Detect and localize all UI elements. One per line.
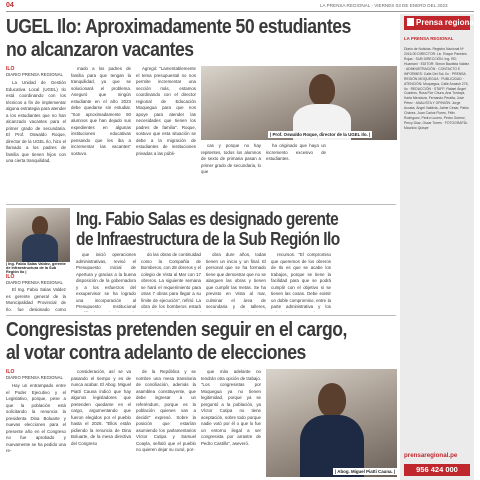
story1-column-2: mado a los padres de familia para que tengan la tranquilidad, ya que se solucionará el problema. Aseguró que ningún estudiante en el año 2023 debe quedarse sin estudiar. "Son aproximadamente 50 alumnos que han dejado sus expedientes en algunas instituciones educativas pensando que les iba a incrementar las vacantes" sostuvo. <box>71 66 131 156</box>
story2-column-5: recursos. "El compromiso que queremos de los obreros de Ilo es que se acabe los trabajos, porque se tiene la facilidad para que se podrá cumplir con el objetivo si se tienen las cosas. Debe existir un doble compromiso, entre la parte administrativa y los <box>271 252 331 310</box>
story2-column-2: que inició operaciones administrativas, revisó el Presupuesto Inicial de Apertura y gracias a la buena disposición de la gobernadora y a los esfuerzos del exsupervisor se ha logrado una incorporación al Presupuesto Institucional <box>76 252 136 310</box>
story1-column-4: cas y porque no hay repitentes, todos los alumnos de sexto de primaria pasan a primer grado de secundaria, lo que <box>201 143 261 175</box>
story3-byline <box>6 369 66 381</box>
story2-caption: | Ing. Fabio Salas Valdez, gerente de Infraestructura de la Sub Región Ilo | <box>6 262 66 274</box>
story3-column-4: que más adelante no tendrán otra opción de trabajo. "Los congresistas por Moquegua ya no tienen legitimidad, porque ya se perguntó a la población, ya Víctor Cutipa no tiene aceptación, sobre todo porque nadie votó por él o que lo fue un entorno ilegal a ser congresista por arrastre de Pedro Castillo", aseveró. <box>201 369 261 446</box>
sidebar-title: LA PRENSA REGIONAL <box>404 36 454 41</box>
story3-headline-line2: al votar contra adelanto de elecciones <box>6 341 306 364</box>
story2-headline-line1: Ing. Fabio Salas es designado gerente <box>76 209 339 229</box>
story3-column-3: de la República y se nombre una mesa transitoria de conciliación, además la asamblea constituyente, que debe ingresar a un referéndum, porque es la población quienes van a decidir" expresó. Sobre la posición que estarían asumiendo los parlamentarios Víctor Cutipa y Samuel Coayla, señaló que el pueblo no quieren dejar su curul, por- <box>136 369 196 453</box>
story1-column-5: ha originado que haya un incremento excesivo de estudiantes. <box>266 143 326 162</box>
story1-column-3: Agregó: "Lamentablemente el tema presupuestal no nos permite incrementar una sección más, estamos coordinando con el director regional de Educación Moquegua para que nos apoye para atender las necesidades que tienen los padres de familia". Roque, sostuvo que esta situación se debe a la migración de estudiantes de instituciones privadas a las públi- <box>136 66 196 156</box>
phone-number[interactable]: 956 424 000 <box>404 464 470 476</box>
byline-source: DIARIO PRENSA REGIONAL <box>6 72 63 78</box>
sidebar-staff-credits: Diario de Noticias. Registro Nacional Nº 2016-00 DIRECTOR: Lic. Roque Paredes Rojas · SUB DIRECCIÓN: Ing. RD: Huamani · EDITOR: Simon Bautista Valdez · ADMINISTRACIÓN · CONTACTO E INFORMES: Calle Del Sol, Ilo · PRENSA REGIÓN MOQUEGUA · PUBLICIDAD · ATENCIÓN: Moquegua, Calle Ancash 275, Ilo · REDACCIÓN · STAFF: Rafael Ángel Cuadros, Rosa Flor Chura, Ana Tordoya, Karla Mendoza, Fernando Peralta, José Pérez · ANALISTA Y OPINIÓN: Jorge Acosta, Ángel Valdivia, Jaime Cesar, Pablo Chávez, Juan Carlos Flores, Félix Rodríguez, Pedro Lucero, Pedro Gómez, Percy Díaz, Oscar Torres · FOTOGRAFÍA: Mauricio Quispe <box>404 47 470 130</box>
story1-photo-oswaldo-roque <box>201 66 397 140</box>
story1-column-1: La Unidad de Gestión Educativa Local (UGEL) Ilo está coordinando con los técnicos a fin de implementar alguna estrategia para atender a los estudiantes que no han alcanzado vacantes para el primer grado de secundaria. El Prof. Oswaldo Roque, director de la UGEL Ilo, hizo el llamado a los padres de familia que tienen hijos con una cierta tranquilidad, <box>6 80 66 164</box>
story3-photo-miguel-piatti <box>266 369 397 477</box>
story2-byline <box>6 274 66 286</box>
byline-place: ILO <box>6 66 15 72</box>
story1-byline <box>6 66 66 78</box>
byline-place: ILO <box>6 369 15 375</box>
page-header-date: LA PRENSA REGIONAL - VIERNES 03 DE ENERO DEL 2023 <box>320 3 448 8</box>
byline-source: DIARIO PRENSA REGIONAL <box>6 375 63 381</box>
byline-place: ILO <box>6 274 15 280</box>
story3-caption: | Abog. Miguel Piatti Cauna. | <box>335 469 396 474</box>
story2-headline-line2: de Infraestructura de la Sub Región Ilo <box>76 229 340 249</box>
story1-caption: | Prof. Oswaldo Roque, director de la UGEL Ilo. | <box>270 132 371 137</box>
story1-headline-line2: no alcanzaron vacantes <box>6 38 194 61</box>
story2-photo-fabio-salas <box>6 208 70 262</box>
section-divider <box>6 315 396 316</box>
story2-column-3: do las obras de continuidad como la Compañía de Bomberos, con 28 obreros y el colegio de Vista al Mar con 17 obreros. La siguiente semana se hará el requerimiento para otras 7 obras para llegar a su límite de ejecución", refirió. La obra de los bomberos estará <box>141 252 201 310</box>
story3-column-2: consideración, así se va pasando el tiempo y es de nunca acabar. El Abog. Miguel Piatti Cauna indicó que hay algunos legisladores que pretenden quedarse en el cargo, argumentando que fueron elegidos por el pueblo hasta el 2026. "Ellos están pidiendo la renuncia de Dina Boluarte, de la mesa directiva del Congreso <box>71 369 131 446</box>
header-rule <box>6 11 474 12</box>
section-divider <box>6 204 396 205</box>
story2-column-4: obra dure años, todas tienen un inicio y un final. El personal que se ha formado tiene que demostrar que no se alarguen las obras y tienen que cumplir las metas. Se ha previsto en Vista al mar, culminar el área de secundaria y de talleres, <box>206 252 266 310</box>
story3-headline-line1: Congresistas pretenden seguir en el cargo, <box>6 318 347 341</box>
story1-headline-line1: UGEL Ilo: Aproximadamente 50 estudiantes <box>6 15 351 38</box>
logo-mark-icon <box>407 18 414 26</box>
byline-source: DIARIO PRENSA REGIONAL <box>6 280 63 286</box>
prensa-regional-logo: Prensa regional <box>404 16 470 30</box>
website-url[interactable]: prensaregional.pe <box>404 452 458 459</box>
story2-column-1: El Ing. Fabio Salas Valdez es gerente general de la Municipalidad Provincial de Ilo, fue designado como <box>6 287 66 311</box>
story3-column-1: Hay un entrampado entre el Poder Ejecutivo y el Legislativo, porque, pese a que la población está solicitando la renuncia la presidenta Dina Boluarte y nuevas elecciones para el presente año en el Congreso no fue aprobado y nuevamente se ha pedido una re- <box>6 383 66 454</box>
page-number: 04 <box>6 2 14 9</box>
